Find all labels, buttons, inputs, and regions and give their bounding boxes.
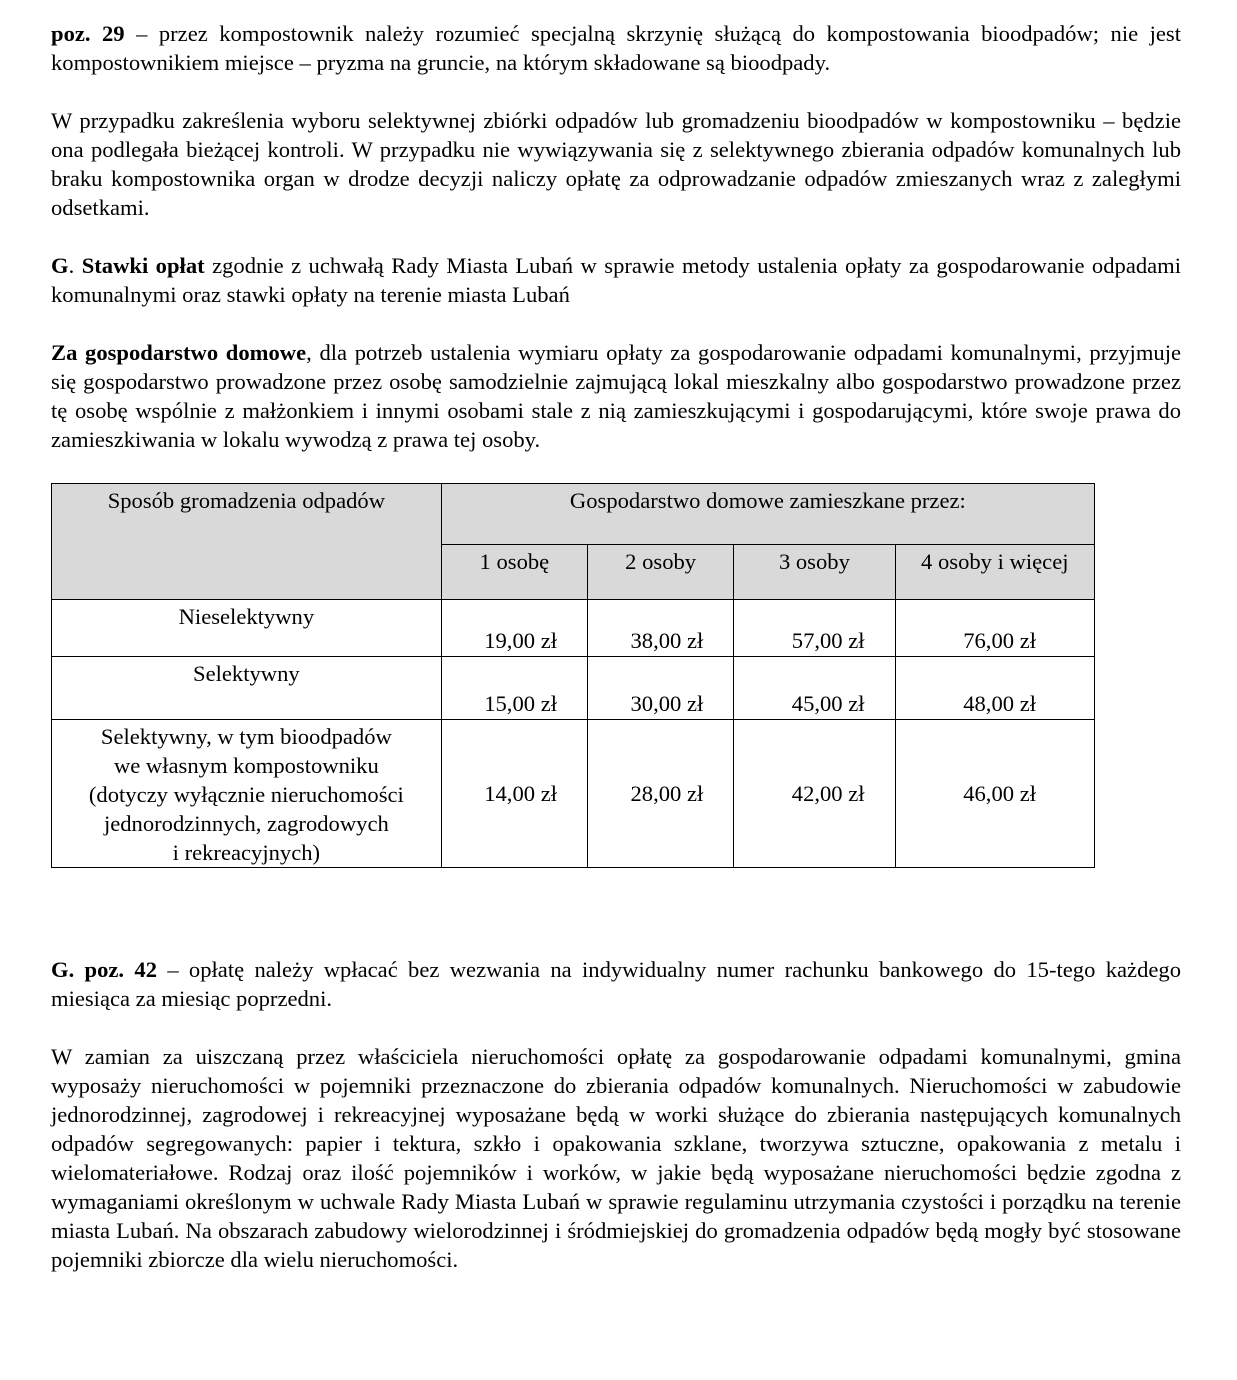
paragraph-bold-label: poz. 29 (51, 21, 125, 46)
paragraph-poz-29 (51, 19, 1181, 77)
row-label-line: i rekreacyjnych) (172, 840, 321, 865)
section-letter: G (51, 253, 69, 278)
paragraph-containers (51, 1042, 1181, 1274)
rate-cell: 46,00 zł (895, 720, 1094, 868)
paragraph-bold-label: G. poz. 42 (51, 957, 157, 982)
header-household: Gospodarstwo domowe zamieszkane przez: (441, 484, 1094, 545)
paragraph-bold-label: Stawki opłat (81, 253, 205, 278)
rates-table (51, 483, 1095, 868)
rate-cell: 42,00 zł (734, 720, 895, 868)
paragraph-text: W przypadku zakreślenia wyboru selektywnej zbiórki odpadów lub gromadzeniu bioodpadów w kompostowniku – będzie ona podlegała bieżącej kontroli. W przypadku nie wywiązywania się z selektywnego zbierania odpadów komunalnych lub braku kompostownika organ w drodze decyzji naliczy opłatę za odprowadzanie odpadów zmieszanych wraz z zaległymi odsetkami. (51, 108, 1181, 220)
paragraph-text: zgodnie z uchwałą Rady Miasta Lubań w sprawie metody ustalenia opłaty za gospodarowanie odpadami komunalnymi oraz stawki opłaty na terenie miasta Lubań (51, 253, 1182, 307)
rate-cell: 14,00 zł (441, 720, 587, 868)
row-label-nonselective: Nieselektywny (52, 600, 442, 657)
header-collection-method: Sposób gromadzenia odpadów (52, 484, 442, 600)
table-row (52, 720, 1095, 868)
table-row (52, 600, 1095, 657)
rate-cell: 45,00 zł (734, 657, 895, 720)
rate-cell: 28,00 zł (588, 720, 734, 868)
subheader-4-plus-persons: 4 osoby i więcej (895, 545, 1094, 600)
table-row (52, 657, 1095, 720)
subheader-1-person: 1 osobę (441, 545, 587, 600)
paragraph-bold-label: Za gospodarstwo domowe (51, 340, 307, 365)
rate-cell: 15,00 zł (441, 657, 587, 720)
paragraph-text: – opłatę należy wpłacać bez wezwania na indywidualny numer rachunku bankowego do 15-tego każdego miesiąca za miesiąc poprzedni. (51, 957, 1181, 1011)
paragraph-selective-control (51, 106, 1181, 222)
section-dot: . (68, 253, 82, 278)
row-label-line: (dotyczy wyłącznie nieruchomości (88, 782, 404, 807)
paragraph-text: W zamian za uiszczaną przez właściciela nieruchomości opłatę za gospodarowanie odpadami komunalnymi, gmina wyposaży nieruchomości w pojemniki przeznaczone do zbierania odpadów komunalnych. Nieruchomości w zabudowie jednorodzinnej, zagrodowej i rekreacyjnej wyposażane będą w worki służące do zbierania następujących komunalnych odpadów segregowanych: papier i tektura, szkło i opakowania szklane, tworzywa sztuczne, opakowania z metalu i wielomateriałowe. Rodzaj oraz ilość pojemników i worków, w jakie będą wyposażane nieruchomości będzie zgodna z wymaganiami określonym w uchwale Rady Miasta Lubań w sprawie regulaminu utrzymania czystości i porządku na terenie miasta Lubań. Na obszarach zabudowy wielorodzinnej i śródmiejskiej do gromadzenia odpadów będą mogły być stosowane pojemniki zbiorcze dla wielu nieruchomości. (51, 1044, 1181, 1272)
paragraph-poz-42 (51, 955, 1181, 1013)
subheader-2-persons: 2 osoby (588, 545, 734, 600)
rate-cell: 57,00 zł (734, 600, 895, 657)
paragraph-text: , dla potrzeb ustalenia wymiaru opłaty za gospodarowanie odpadami komunalnymi, przyjmuje się gospodarstwo prowadzone przez osobę samodzielnie zajmującą lokal mieszkalny albo gospodarstwo prowadzone przez tę osobę wspólnie z małżonkiem i innymi osobami stale z nią zamieszkującymi i gospodarującymi, które swoje prawa do zamieszkiwania w lokalu wywodzą z prawa tej osoby. (51, 340, 1181, 452)
document-page (51, 19, 1181, 1274)
row-label-line: jednorodzinnych, zagrodowych (103, 811, 389, 836)
rate-cell: 38,00 zł (588, 600, 734, 657)
rate-cell: 48,00 zł (895, 657, 1094, 720)
row-label-line: we własnym kompostowniku (113, 753, 379, 778)
paragraph-text: – przez kompostownik należy rozumieć specjalną skrzynię służącą do kompostowania bioodpadów; nie jest kompostownikiem miejsce – pryzma na gruncie, na którym składowane są bioodpady. (51, 21, 1182, 75)
row-label-selective-composting (52, 720, 442, 868)
paragraph-rates-heading (51, 251, 1181, 309)
rate-cell: 19,00 zł (441, 600, 587, 657)
row-label-line: Selektywny, w tym bioodpadów (100, 724, 392, 749)
row-label-selective: Selektywny (52, 657, 442, 720)
rate-cell: 30,00 zł (588, 657, 734, 720)
subheader-3-persons: 3 osoby (734, 545, 895, 600)
paragraph-household-definition (51, 338, 1181, 454)
rate-cell: 76,00 zł (895, 600, 1094, 657)
